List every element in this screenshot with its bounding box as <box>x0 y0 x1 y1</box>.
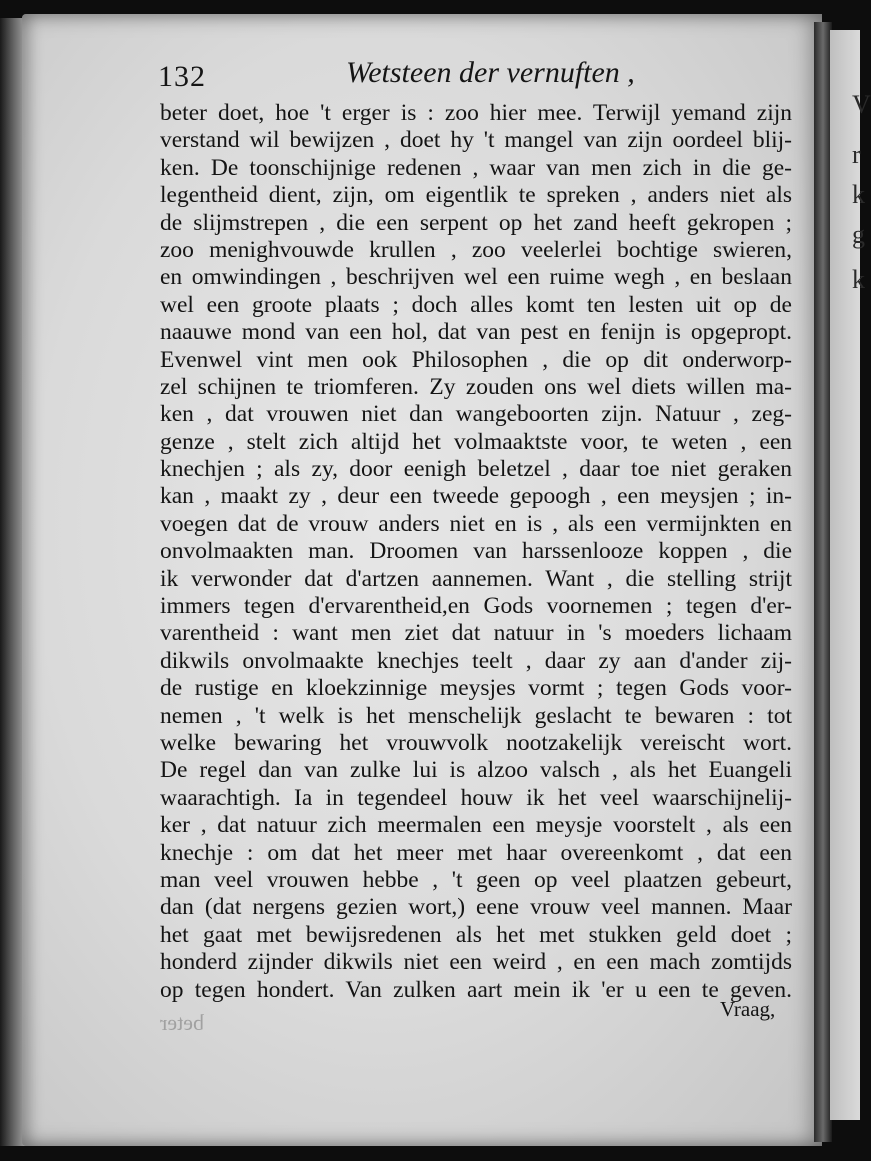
page-number: 132 <box>158 60 206 93</box>
bleed-through-text: beter <box>160 1010 204 1035</box>
next-page-fragment: k <box>852 180 865 209</box>
next-page-fragment: V <box>852 90 871 119</box>
text-line: nemen , 't welk is het menschelijk geslacht te bewaren : tot <box>160 702 792 729</box>
text-line: onvolmaakten man. Droomen van harssenlooze koppen , die <box>160 538 792 565</box>
text-line: ker , dat natuur zich meermalen een meysje voorstelt , als een <box>160 812 792 839</box>
text-line: knechjen ; als zy, door eenigh beletzel , daar toe niet geraken <box>160 456 792 483</box>
text-line: honderd zijnder dikwils niet een weird , en een mach zomtijds <box>160 949 792 976</box>
text-line: legentheid dient, zijn, om eigentlik te spreken , anders niet als <box>160 182 792 209</box>
text-line: voegen dat de vrouw anders niet en is , als een vermijnkten en <box>160 510 792 537</box>
text-line: naauwe mond van een hol, dat van pest en fenijn is opgepropt. <box>160 319 792 346</box>
next-page-edge <box>830 30 871 1120</box>
running-title: Wetsteen der vernuften , <box>346 56 635 89</box>
text-line: dan (dat nergens gezien wort,) eene vrouw veel mannen. Maar <box>160 894 792 921</box>
page-header <box>158 56 635 96</box>
text-line: ik verwonder dat d'artzen aannemen. Want , die stelling strijt <box>160 565 792 592</box>
text-line: ken , dat vrouwen niet dan wangeboorten zijn. Natuur , zeg- <box>160 401 792 428</box>
text-line: knechje : om dat het meer met haar overeenkomt , dat een <box>160 839 792 866</box>
text-line: De regel dan van zulke lui is alzoo valsch , als het Euangeli <box>160 757 792 784</box>
text-line: dikwils onvolmaakte knechjes teelt , daar zy aan d'ander zij- <box>160 647 792 674</box>
next-page-fragment: g <box>852 220 865 249</box>
text-line: genze , stelt zich altijd het volmaaktste voor, te weten , een <box>160 428 792 455</box>
text-line: ken. De toonschijnige redenen , waar van men zich in die ge- <box>160 154 792 181</box>
text-line: varentheid : want men ziet dat natuur in 's moeders lichaam <box>160 620 792 647</box>
text-line: wel een groote plaats ; doch alles komt ten lesten uit op de <box>160 291 792 318</box>
text-line: zoo menighvouwde krullen , zoo veelerlei bochtige swieren, <box>160 236 792 263</box>
text-line: zel schijnen te triomferen. Zy zouden ons wel diets willen ma- <box>160 373 792 400</box>
body-text <box>160 100 792 1004</box>
text-line: de slijmstrepen , die een serpent op het zand heeft gekropen ; <box>160 209 792 236</box>
catchword: Vraag, <box>720 997 776 1021</box>
text-line: verstand wil bewijzen , doet hy 't mangel van zijn oordeel blij- <box>160 127 792 154</box>
text-line: waarachtigh. Ia in tegendeel houw ik het veel waarschijnelij- <box>160 784 792 811</box>
text-line: man veel vrouwen hebbe , 't geen op veel plaatzen gebeurt, <box>160 866 792 893</box>
text-line: het gaat met bewijsredenen als het met stukken geld doet ; <box>160 921 792 948</box>
text-line: de rustige en kloekzinnige meysjes vormt ; tegen Gods voor- <box>160 675 792 702</box>
text-line: kan , maakt zy , deur een tweede gepoogh , een meysjen ; in- <box>160 483 792 510</box>
text-line: Evenwel vint men ook Philosophen , die op dit onderworp- <box>160 346 792 373</box>
text-line: beter doet, hoe 't erger is : zoo hier mee. Terwijl yemand zijn <box>160 100 792 126</box>
text-line: welke bewaring het vrouwvolk nootzakelijk vereischt wort. <box>160 729 792 756</box>
text-line: en omwindingen , beschrijven wel een ruime wegh , en beslaan <box>160 264 792 291</box>
next-page-fragment: k <box>852 265 865 294</box>
next-page-fragment: r <box>852 140 861 169</box>
text-line: op tegen hondert. Van zulken aart mein ik 'er u een te geven. <box>160 976 792 1003</box>
text-line: immers tegen d'ervarentheid,en Gods voornemen ; tegen d'er- <box>160 593 792 620</box>
